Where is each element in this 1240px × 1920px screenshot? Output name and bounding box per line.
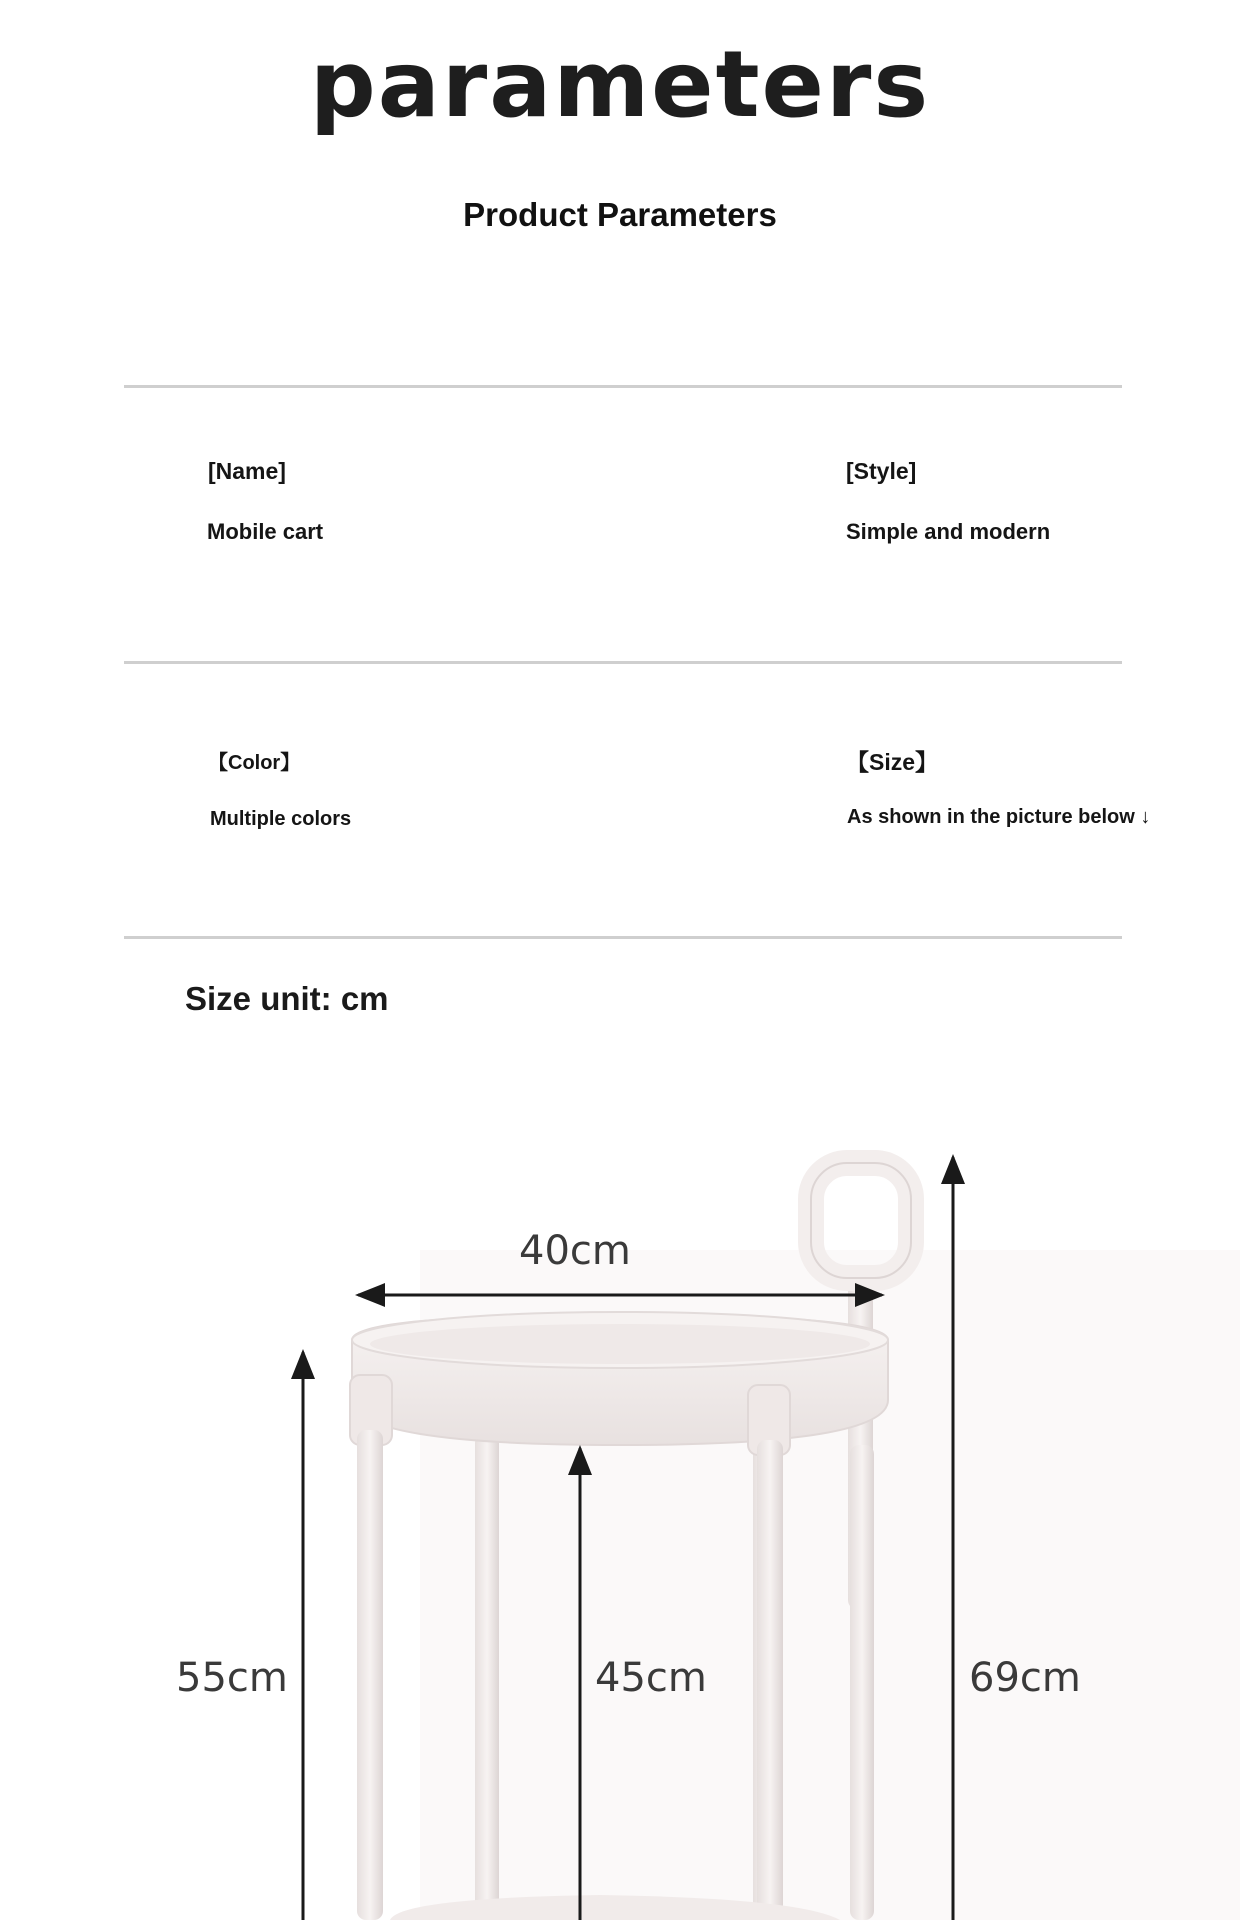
color-value: Multiple colors bbox=[210, 808, 352, 830]
divider bbox=[124, 385, 1122, 388]
cart-leg bbox=[357, 1430, 383, 1920]
total-height-dimension-label: 69cm bbox=[969, 1655, 1081, 1701]
name-value: Mobile cart bbox=[207, 519, 324, 544]
size-label: 【Size】 bbox=[846, 749, 939, 775]
size-value: As shown in the picture below ↓ bbox=[847, 806, 1151, 828]
size-unit-heading: Size unit: cm bbox=[185, 980, 389, 1017]
inner-height-dimension-label: 45cm bbox=[595, 1655, 707, 1701]
divider bbox=[124, 661, 1122, 664]
cart-leg bbox=[757, 1440, 783, 1920]
width-dimension-label: 40cm bbox=[519, 1228, 631, 1274]
color-label: 【Color】 bbox=[208, 752, 301, 774]
product-dimension-drawing bbox=[0, 1100, 1240, 1920]
divider bbox=[124, 936, 1122, 939]
name-label: [Name] bbox=[208, 458, 286, 484]
section-subtitle: Product Parameters bbox=[463, 196, 777, 233]
cart-leg bbox=[475, 1435, 499, 1920]
cart-leg bbox=[850, 1445, 874, 1920]
page-title: parameters bbox=[309, 31, 931, 138]
style-label: [Style] bbox=[846, 458, 917, 484]
style-value: Simple and modern bbox=[846, 519, 1051, 544]
left-height-dimension-label: 55cm bbox=[176, 1655, 288, 1701]
